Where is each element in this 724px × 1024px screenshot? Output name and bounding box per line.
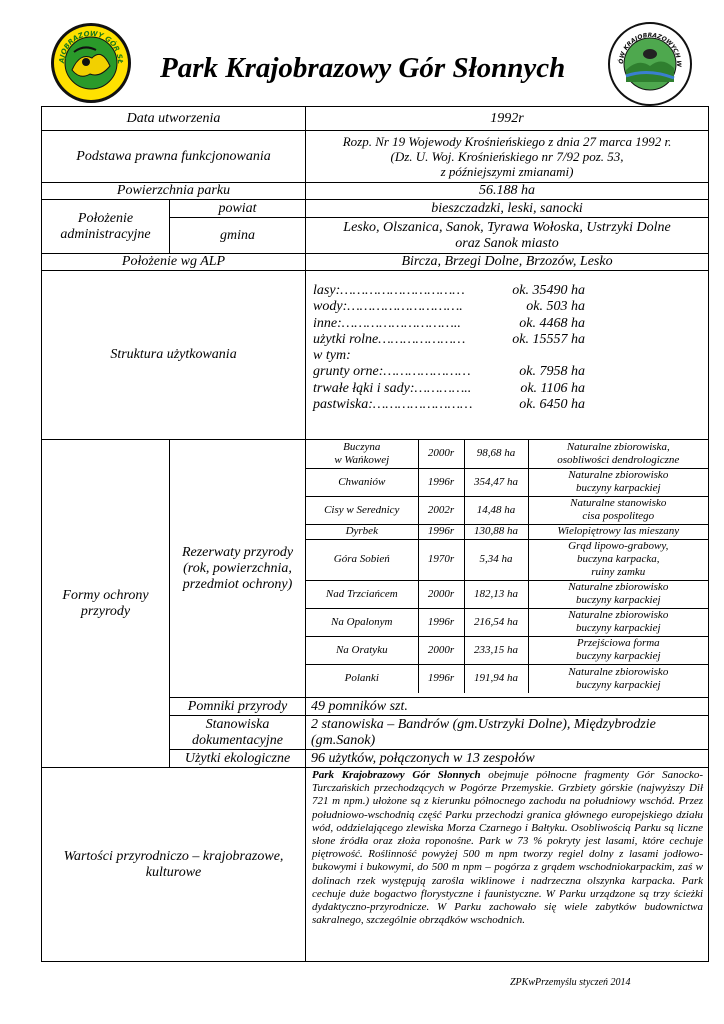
rezerwat-subject: Naturalne zbiorowisko buczyny karpackiej [528, 580, 708, 608]
rezerwat-area: 5,34 ha [464, 539, 528, 580]
rezerwat-area: 98,68 ha [464, 440, 528, 468]
rezerwat-year: 2000r [418, 580, 464, 608]
rezerwat-subject: Naturalne zbiorowisko buczyny karpackiej [528, 468, 708, 496]
rezerwat-subject: Wielopiętrowy las mieszany [528, 524, 708, 539]
park-info-table [41, 106, 709, 962]
struktura-item: grunty orne:………………… ok. 7958 ha [313, 364, 586, 380]
rezerwat-area: 354,47 ha [464, 468, 528, 496]
struktura-item: pastwiska:…………………… ok. 6450 ha [313, 397, 586, 413]
podstawa-value: Rozp. Nr 19 Wojewody Krośnieńskiego z dnia 27 marca 1992 r. (Dz. U. Woj. Krośnieńskiego nr 7/92 poz. 53, z późniejszymi zmianami) [306, 131, 709, 183]
rezerwat-row [306, 539, 708, 580]
rezerwat-area: 191,94 ha [464, 664, 528, 693]
rezerwat-row [306, 524, 708, 539]
struktura-list [306, 271, 709, 440]
powiat-label: powiat [170, 200, 306, 218]
rezerwat-subject: Naturalne zbiorowiska, osobliwości dendrologiczne [528, 440, 708, 468]
rezerwat-subject: Naturalne zbiorowisko buczyny karpackiej [528, 664, 708, 693]
wartosci-description: Park Krajobrazowy Gór Słonnych obejmuje północne fragmenty Gór Sanocko-Turczańskich przechodzących w Pogórze Przemyskie. Grzbiety górskie (najwyższy Dił 721 m npm.) ułożone są z kierunku północnego zachodu na południowy wschód. Przez południowo-wschodnią część Parku przechodzi granica głównego europejskiego działu wód, oddzielającego zlewiska Morza Czarnego i Bałtyku. Osobliwością Parku są liczne słone źródła oraz złoża roponośne. Park w 73 % pokryty jest lasami, które cechuje piętrowość. Roślinność powyżej 500 m npm tworzy regiel dolny z lasami jodłowo-bukowymi i bukowymi, do 500 m npm – pogórza z grądem wschodniokarpackim, zaś w dolinach rzek występują zarośla wiklinowe i nadrzeczna olszynka karpacka. Park cechuje duże bogactwo florystyczne i faunistyczne. W Parku urządzone są trzy ścieżki dydaktyczno-przyrodnicze. W Parku zachowało się wiele zabytków budownictwa sakralnego, szczególnie obrządków wschodnich. [306, 768, 709, 962]
page-title: Park Krajobrazowy Gór Słonnych [160, 52, 566, 84]
zpk-logo [608, 22, 692, 106]
formy-ochrony-label: Formy ochrony przyrody [42, 440, 170, 768]
powierzchnia-label: Powierzchnia parku [42, 183, 306, 200]
rezerwat-name: Cisy w Serednicy [306, 496, 418, 524]
rezerwat-name: Na Opalonym [306, 608, 418, 636]
polozenie-label: Położenie administracyjne [42, 200, 170, 254]
powierzchnia-value: 56.188 ha [306, 183, 709, 200]
struktura-item: użytki rolne………………… ok. 15557 ha [313, 331, 586, 347]
gmina-value: Lesko, Olszanica, Sanok, Tyrawa Wołoska, Ustrzyki Dolne oraz Sanok miasto [306, 218, 709, 254]
wartosci-label: Wartości przyrodniczo – krajobrazowe, kulturowe [42, 768, 306, 962]
rezerwat-name: Dyrbek [306, 524, 418, 539]
rezerwat-row [306, 440, 708, 468]
rezerwaty-table [306, 440, 708, 693]
rezerwat-name: Buczyna w Wańkowej [306, 440, 418, 468]
rezerwat-name: Na Oratyku [306, 636, 418, 664]
rezerwat-area: 233,15 ha [464, 636, 528, 664]
rezerwat-subject: Przejściowa forma buczyny karpackiej [528, 636, 708, 664]
podstawa-label: Podstawa prawna funkcjonowania [42, 131, 306, 183]
rezerwat-year: 2002r [418, 496, 464, 524]
rezerwat-row [306, 608, 708, 636]
rezerwat-subject: Naturalne stanowisko cisa pospolitego [528, 496, 708, 524]
rezerwat-row [306, 636, 708, 664]
rezerwat-area: 14,48 ha [464, 496, 528, 524]
stanowiska-label: Stanowiska dokumentacyjne [170, 716, 306, 750]
alp-value: Bircza, Brzegi Dolne, Brzozów, Lesko [306, 254, 709, 271]
rezerwat-name: Polanki [306, 664, 418, 693]
park-logo [50, 22, 132, 104]
struktura-item: lasy:………………………… ok. 35490 ha [313, 283, 586, 298]
rezerwaty-label: Rezerwaty przyrody (rok, powierzchnia, przedmiot ochrony) [170, 440, 306, 698]
pomniki-label: Pomniki przyrody [170, 698, 306, 716]
rezerwat-row [306, 468, 708, 496]
rezerwat-year: 1996r [418, 664, 464, 693]
rezerwat-name: Nad Trzciańcem [306, 580, 418, 608]
alp-label: Położenie wg ALP [42, 254, 306, 271]
logo-right-text: ÓW KRAJOBRAZOWYCH W [617, 31, 683, 68]
rezerwat-row [306, 664, 708, 693]
rezerwat-name: Góra Sobień [306, 539, 418, 580]
footer-note: ZPKwPrzemyślu styczeń 2014 [510, 977, 631, 988]
pomniki-value: 49 pomników szt. [306, 698, 709, 716]
rezerwat-subject: Grąd lipowo-grabowy, buczyna karpacka, ruiny zamku [528, 539, 708, 580]
logo-left-text: AJOBRAZOWY GÓR SŁ [57, 29, 125, 64]
rezerwat-area: 130,88 ha [464, 524, 528, 539]
data-utworzenia-label: Data utworzenia [42, 107, 306, 131]
rezerwat-subject: Naturalne zbiorowisko buczyny karpackiej [528, 608, 708, 636]
rezerwat-area: 216,54 ha [464, 608, 528, 636]
stanowiska-value: 2 stanowiska – Bandrów (gm.Ustrzyki Dolne), Międzybrodzie (gm.Sanok) [306, 716, 709, 750]
rezerwat-row [306, 496, 708, 524]
rezerwat-year: 1970r [418, 539, 464, 580]
powiat-value: bieszczadzki, leski, sanocki [306, 200, 709, 218]
rezerwat-area: 182,13 ha [464, 580, 528, 608]
gmina-label: gmina [170, 218, 306, 254]
struktura-item: wody:………………………. ok. 503 ha [313, 299, 586, 315]
rezerwat-name: Chwaniów [306, 468, 418, 496]
data-utworzenia-value: 1992r [306, 107, 709, 131]
rezerwat-row [306, 580, 708, 608]
struktura-item: w tym: [313, 348, 351, 364]
rezerwat-year: 1996r [418, 524, 464, 539]
struktura-item: inne:……………………….. ok. 4468 ha [313, 315, 586, 331]
struktura-label: Struktura użytkowania [42, 271, 306, 440]
struktura-item: trwałe łąki i sady:………….. ok. 1106 ha [313, 380, 586, 396]
rezerwat-year: 2000r [418, 440, 464, 468]
rezerwat-year: 1996r [418, 468, 464, 496]
uzytki-value: 96 użytków, połączonych w 13 zespołów [306, 750, 709, 768]
rezerwat-year: 2000r [418, 636, 464, 664]
uzytki-label: Użytki ekologiczne [170, 750, 306, 768]
rezerwat-year: 1996r [418, 608, 464, 636]
